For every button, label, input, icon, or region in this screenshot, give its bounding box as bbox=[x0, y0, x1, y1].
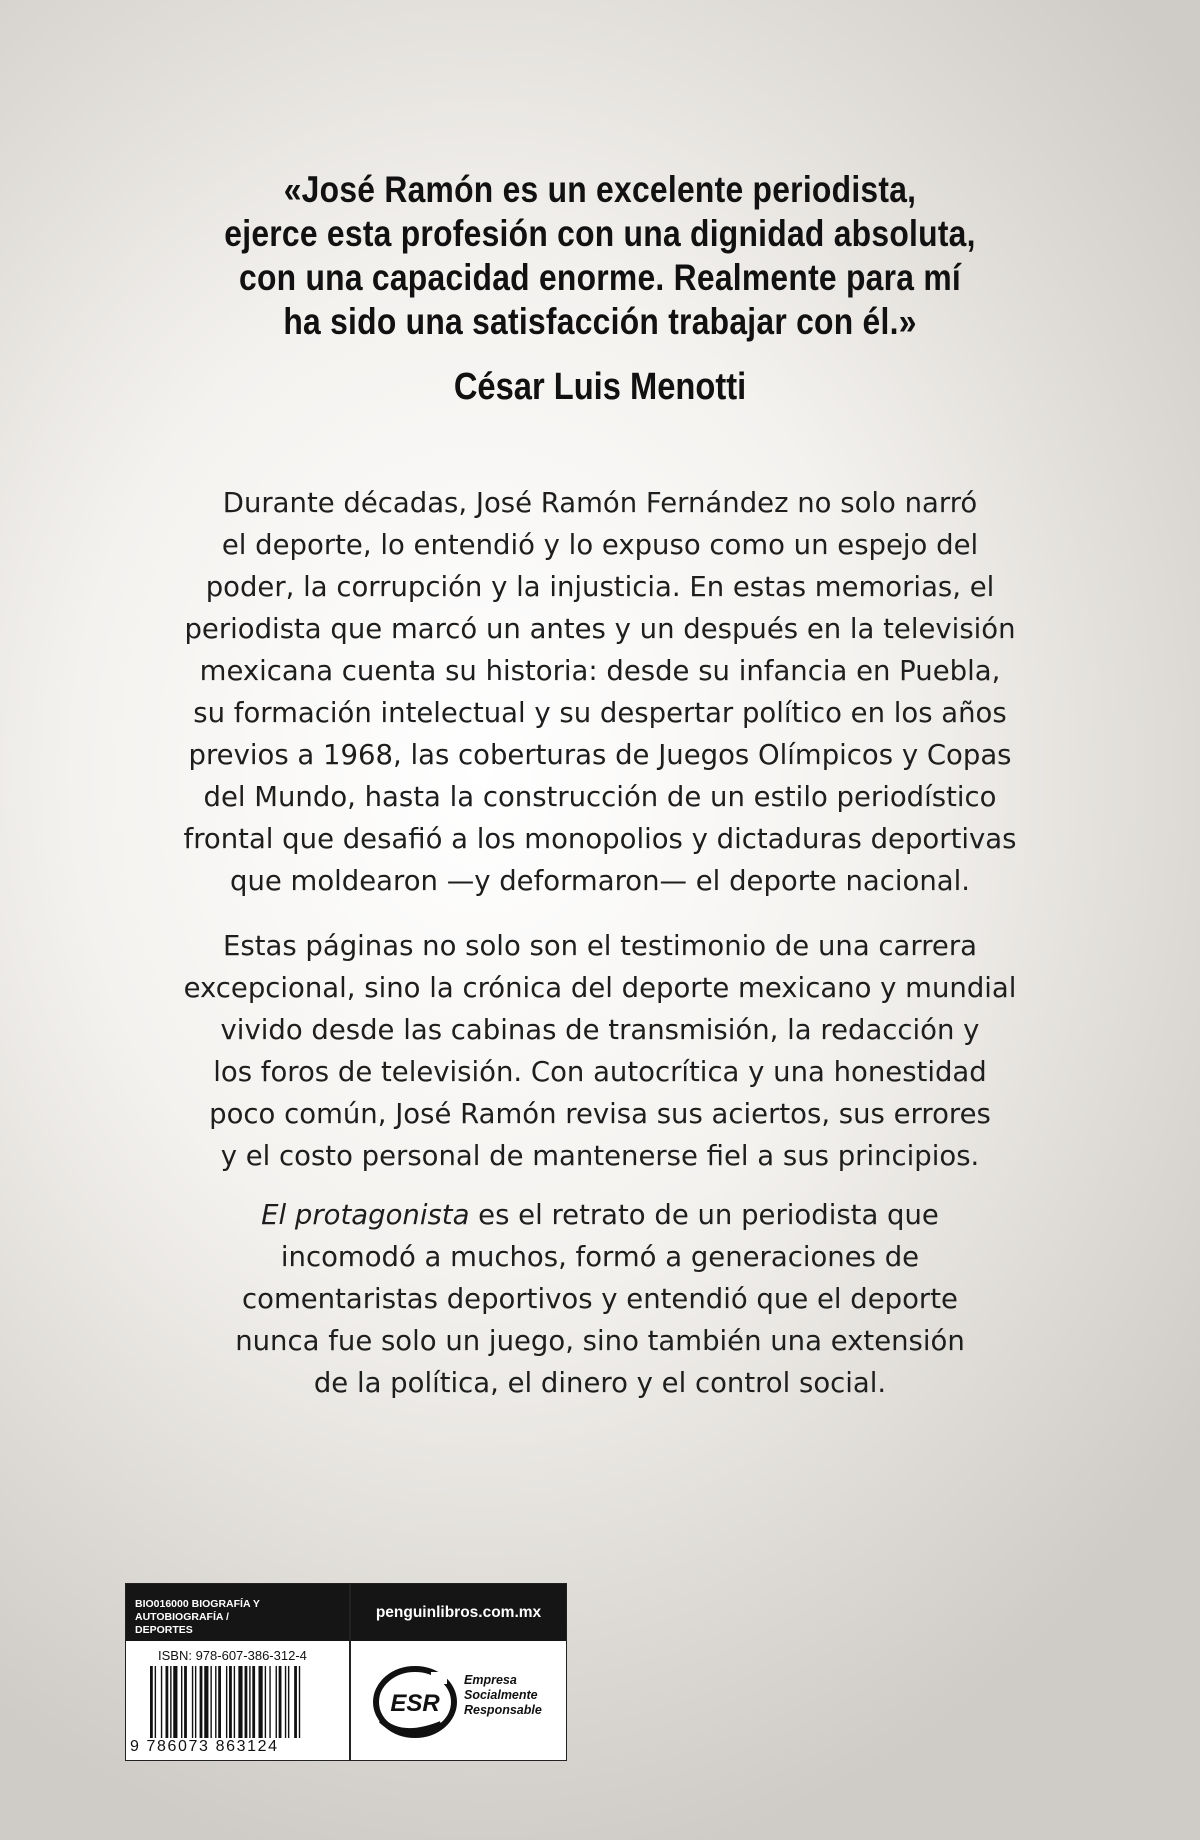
text-line: Durante décadas, José Ramón Fernández no solo narró bbox=[222, 487, 978, 519]
text-line: periodista que marcó un antes y un después en la televisión bbox=[184, 613, 1016, 645]
text-line: del Mundo, hasta la construcción de un estilo periodístico bbox=[203, 781, 997, 813]
barcode-digits: 9 786073 863124 bbox=[130, 1738, 279, 1755]
text-line: frontal que desafió a los monopolios y dictaduras deportivas bbox=[183, 823, 1017, 855]
text-line bbox=[100, 1194, 1100, 1236]
text-line: que moldearon —y deformaron— el deporte nacional. bbox=[229, 865, 971, 897]
esr-abbr: ESR bbox=[390, 1690, 440, 1717]
quote-line: ejerce esta profesión con una dignidad absoluta, bbox=[224, 213, 976, 254]
text-line: poder, la corrupción y la injusticia. En estas memorias, el bbox=[205, 571, 995, 603]
text-line: Estas páginas no solo son el testimonio de una carrera bbox=[223, 930, 977, 962]
text-line: los foros de televisión. Con autocrítica y una honestidad bbox=[213, 1056, 987, 1088]
quote-line: ha sido una satisfacción trabajar con él.» bbox=[283, 301, 917, 342]
publisher-website: penguinlibros.com.mx bbox=[351, 1584, 566, 1641]
isbn-label: ISBN: 978-607-386-312-4 bbox=[158, 1648, 307, 1663]
back-cover-quote bbox=[84, 168, 1116, 344]
text-line: excepcional, sino la crónica del deporte mexicano y mundial bbox=[183, 972, 1017, 1004]
text-fragment: es el retrato de un periodista que bbox=[469, 1199, 939, 1231]
text-line: su formación intelectual y su despertar político en los años bbox=[193, 697, 1007, 729]
quote-line: con una capacidad enorme. Realmente para mí bbox=[239, 257, 961, 298]
text-line: poco común, José Ramón revisa sus aciertos, sus errores bbox=[209, 1098, 991, 1130]
book-title: El protagonista bbox=[261, 1199, 470, 1231]
text-line: el deporte, lo entendió y lo expuso como un espejo del bbox=[221, 529, 979, 561]
esr-line: Responsable bbox=[464, 1703, 542, 1717]
esr-line: Socialmente bbox=[464, 1688, 538, 1702]
text-line: vivido desde las cabinas de transmisión, la redacción y bbox=[220, 1014, 980, 1046]
book-info-panel bbox=[125, 1583, 567, 1761]
bisac-category bbox=[126, 1584, 349, 1641]
quote-line: «José Ramón es un excelente periodista, bbox=[283, 169, 917, 210]
text-line: de la política, el dinero y el control social. bbox=[313, 1367, 887, 1399]
text-line: mexicana cuenta su historia: desde su infancia en Puebla, bbox=[199, 655, 1001, 687]
barcode-icon bbox=[150, 1666, 340, 1738]
synopsis-paragraph-3 bbox=[100, 1194, 1100, 1404]
text-line: nunca fue solo un juego, sino también una extensión bbox=[235, 1325, 965, 1357]
text-line: incomodó a muchos, formó a generaciones de bbox=[280, 1241, 920, 1273]
esr-label bbox=[464, 1673, 542, 1718]
bisac-line: DEPORTES bbox=[135, 1624, 193, 1636]
text-line: y el costo personal de mantenerse fiel a sus principios. bbox=[220, 1140, 980, 1172]
quote-author: César Luis Menotti bbox=[453, 366, 747, 408]
synopsis-paragraph-1 bbox=[100, 482, 1100, 902]
text-line: comentaristas deportivos y entendió que el deporte bbox=[242, 1283, 958, 1315]
esr-logo-icon bbox=[371, 1662, 459, 1742]
synopsis-paragraph-2 bbox=[100, 925, 1100, 1177]
bisac-line: BIO016000 BIOGRAFÍA Y AUTOBIOGRAFÍA / bbox=[135, 1598, 260, 1623]
text-line: previos a 1968, las coberturas de Juegos Olímpicos y Copas bbox=[188, 739, 1012, 771]
esr-line: Empresa bbox=[464, 1673, 517, 1687]
